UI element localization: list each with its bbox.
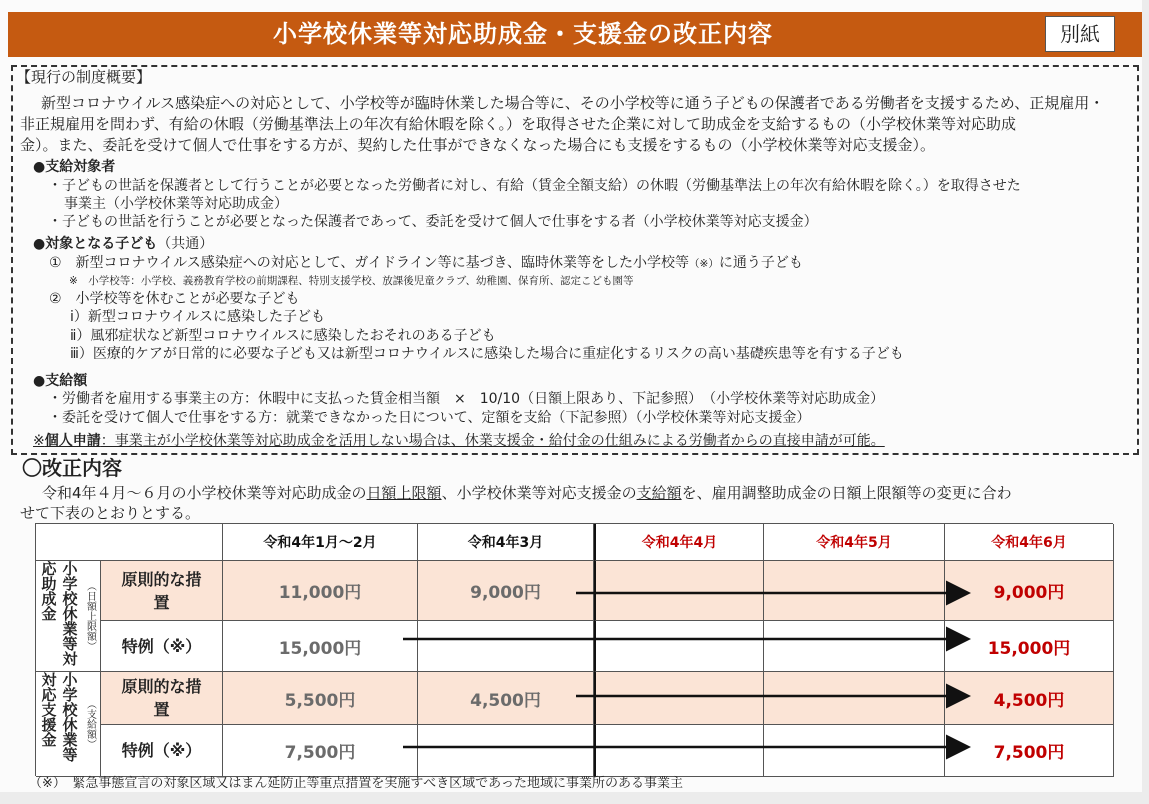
child-condition-1-tail: に通う子ども — [718, 255, 803, 271]
value-cell: 9,000円 — [418, 561, 594, 621]
title-bar — [8, 12, 1142, 57]
row-label-line: 置 — [153, 592, 170, 612]
individual-bold: 個人申請 — [44, 433, 101, 449]
amount-heading: ●支給額 — [33, 373, 88, 389]
child-condition-1-text: ① 新型コロナウイルス感染症への対応として、ガイドライン等に基づき、臨時休業等をした小学校等 — [49, 255, 690, 271]
value-cell: 4,500円 — [418, 672, 594, 725]
children-heading: ●対象となる子ども — [33, 236, 158, 252]
child-item: ⅰ）新型コロナウイルスに感染した子ども — [70, 309, 326, 325]
revision-underline-1: 日額上限額 — [366, 484, 442, 502]
child-condition-1 — [49, 254, 803, 272]
children-heading-row — [33, 235, 213, 253]
value-cell-new: 9,000円 — [945, 561, 1114, 621]
child-condition-1-note: ※ 小学校等：小学校、義務教育学校の前期課程、特別支援学校、放課後児童クラブ、幼稚園、保育所、認定こども園等 — [69, 275, 634, 287]
revision-line-1 — [42, 483, 1012, 503]
arrows-layer — [36, 524, 1114, 777]
targets-line: ・子どもの世話を行うことが必要となった保護者であって、委託を受けて個人で仕事をする者（小学校休業等対応支援金） — [48, 214, 818, 230]
value-cell: 5,500円 — [223, 672, 418, 725]
value-cell: 15,000円 — [223, 621, 418, 672]
revision-text: を、雇用調整助成金の日額上限額等の変更に合わ — [681, 484, 1012, 502]
attachment-label: 別紙 — [1045, 16, 1115, 52]
targets-line: ・子どもの世話を保護者として行うことが必要となった労働者に対し、有給（賃金全額支給）の休暇（労働基準法上の年次有給休暇を除く。）を取得させた — [48, 178, 1021, 194]
value-cell-new: 7,500円 — [945, 725, 1114, 777]
revision-table — [35, 523, 1113, 776]
group-name: 小学校休業等対応助成金 — [39, 561, 79, 666]
revision-underline-2: 支給額 — [636, 484, 682, 502]
child-condition-2: ② 小学校等を休むことが必要な子ども — [49, 291, 300, 307]
row-label-line: 置 — [153, 700, 170, 719]
child-condition-1-mark: （※） — [689, 258, 719, 270]
value-cell: 7,500円 — [223, 725, 418, 777]
col-header: 令和4年4月 — [594, 524, 764, 561]
individual-rest: ：事業主が小学校休業等対応助成金を活用しない場合は、休業支援金・給付金の仕組みによる労働者からの直接申請が可能。 — [100, 433, 885, 449]
col-header: 令和4年1月～2月 — [223, 524, 418, 561]
revision-text: 令和4年４月～６月の小学校休業等対応助成金の — [42, 484, 367, 502]
individual-application — [33, 432, 885, 450]
footnote: （※） 緊急事態宣言の対象区域又はまん延防止等重点措置を実施すべき区域であった地域に事業所のある事業主 — [29, 776, 684, 791]
revision-heading: 〇改正内容 — [22, 456, 122, 480]
page-bottom-edge — [0, 792, 1149, 804]
individual-prefix: ※ — [33, 433, 45, 449]
group-sub-label: （支給額） — [84, 699, 96, 749]
row-label: 特例（※） — [101, 621, 223, 672]
value-cell: 11,000円 — [223, 561, 418, 621]
col-header: 令和4年5月 — [764, 524, 945, 561]
child-item: ⅱ）風邪症状など新型コロナウイルスに感染したおそれのある子ども — [70, 328, 496, 344]
child-item: ⅲ）医療的ケアが日常的に必要な子ども又は新型コロナウイルスに感染した場合に重症化するリスクの高い基礎疾患等を有する子ども — [70, 346, 904, 362]
page-right-edge — [1142, 0, 1149, 804]
value-cell-new: 15,000円 — [945, 621, 1114, 672]
row-label: 特例（※） — [101, 725, 223, 777]
col-header: 令和4年3月 — [418, 524, 594, 561]
col-header: 令和4年6月 — [945, 524, 1114, 561]
intro-line: 新型コロナウイルス感染症への対応として、小学校等が臨時休業した場合等に、その小学校等に通う子どもの保護者である労働者を支援するため、正規雇用・ — [41, 94, 1105, 112]
intro-line: 非正規雇用を問わず、有給の休暇（労働基準法上の年次有給休暇を除く。）を取得させた企業に対して助成金を支給するもの（小学校休業等対応助成 — [20, 115, 1017, 133]
row-label-line: 原則的な措 — [121, 569, 202, 589]
page-title: 小学校休業等対応助成金・支援金の改正内容 — [273, 20, 773, 48]
value-cell-new: 4,500円 — [945, 672, 1114, 725]
targets-heading: ●支給対象者 — [33, 159, 116, 175]
revision-text: 、小学校休業等対応支援金の — [441, 484, 637, 502]
current-system-heading: 【現行の制度概要】 — [16, 68, 152, 86]
row-label-line: 原則的な措 — [121, 677, 202, 696]
amount-line: ・委託を受けて個人で仕事をする方：就業できなかった日について、定額を支給（下記参照）（小学校休業等対応支援金） — [48, 410, 811, 426]
intro-line: 金）。また、委託を受けて個人で仕事をする方が、契約した仕事ができなくなった場合にも支援をするもの（小学校休業等対応支援金）。 — [20, 136, 936, 154]
targets-line: 事業主（小学校休業等対応助成金） — [64, 196, 288, 212]
group-sub-label: （日額上限額） — [84, 581, 96, 651]
group-name: 小学校休業等対応支援金 — [39, 672, 79, 762]
revision-line-2: せて下表のとおりとする。 — [20, 504, 201, 522]
children-heading-note: （共通） — [157, 236, 214, 252]
amount-line: ・労働者を雇用する事業主の方：休暇中に支払った賃金相当額 × 10/10（日額上限あり、下記参照） （小学校休業等対応助成金） — [48, 391, 885, 407]
